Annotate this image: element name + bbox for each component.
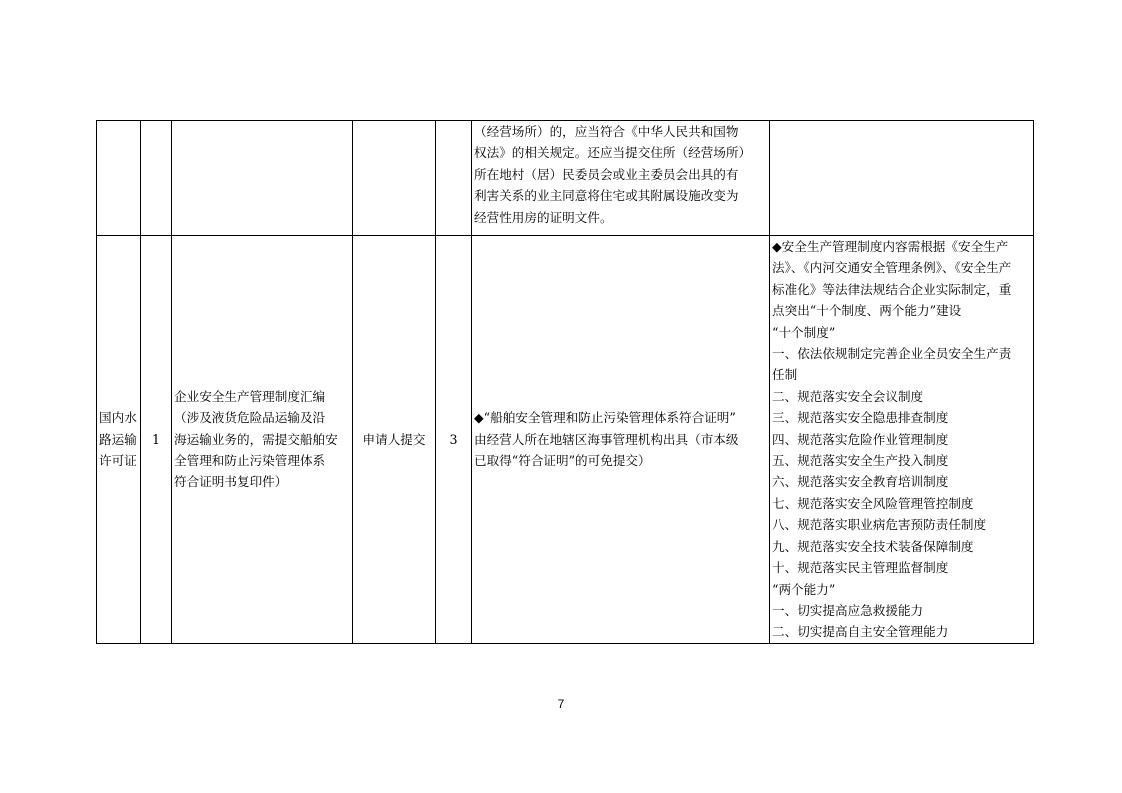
text-line: 由经营人所在地辖区海事管理机构出具（市本级 — [474, 431, 739, 447]
text-line: ◆“船舶安全管理和防止污染管理体系符合证明” — [474, 410, 736, 426]
text-line: 许可证 — [99, 453, 137, 469]
text-line: （经营场所）的，应当符合《中华人民共和国物 — [474, 124, 739, 139]
table-cell-item — [97, 236, 141, 644]
text-line: 国内水 — [99, 410, 137, 426]
table-cell-number: 1 — [141, 236, 172, 644]
document-table — [96, 120, 1034, 644]
table-cell-material — [172, 121, 353, 236]
text-line: 四、规范落实危险作业管理制度 — [772, 431, 949, 447]
table-cell-source: 申请人提交 — [353, 236, 436, 644]
text-line: 利害关系的业主同意将住宅或其附属设施改变为 — [474, 188, 739, 204]
text-line: （涉及液货危险品运输及沿 — [174, 410, 326, 426]
text-line: 权法》的相关规定。还应当提交住所（经营场所） — [474, 145, 752, 161]
text-line: 六、规范落实安全教育培训制度 — [772, 474, 949, 490]
text-line: 路运输 — [99, 431, 137, 447]
table-row — [97, 236, 1034, 644]
text-line: 标准化》等法律法规结合企业实际制定，重 — [772, 281, 1012, 297]
table-cell-item — [97, 121, 141, 236]
text-line: 已取得“符合证明”的可免提交） — [474, 453, 651, 469]
text-line: 符合证明书复印件） — [174, 474, 288, 490]
table-cell-copies — [436, 121, 472, 236]
text-line: 所在地村（居）民委员会或业主委员会出具的有 — [474, 166, 739, 182]
text-line: 一、依法依规制定完善企业全员安全生产责 — [772, 346, 1012, 362]
text-line: 九、规范落实安全技术装备保障制度 — [772, 538, 974, 554]
table-cell-notes — [770, 236, 1034, 644]
text-line: “两个能力” — [772, 581, 836, 597]
text-line: 五、规范落实安全生产投入制度 — [772, 453, 949, 469]
text-line: 二、规范落实安全会议制度 — [772, 388, 924, 404]
table-cell-source — [353, 121, 436, 236]
table-cell-material — [172, 236, 353, 644]
table-cell-notes — [770, 121, 1034, 236]
text-line: 任制 — [772, 367, 798, 383]
text-line: 海运输业务的，需提交船舶安 — [174, 431, 338, 447]
text-line: 三、规范落实安全隐患排查制度 — [772, 410, 949, 426]
text-line: 点突出“十个制度、两个能力”建设 — [772, 303, 962, 319]
table-cell-requirements — [472, 236, 770, 644]
text-line: “十个制度” — [772, 324, 836, 340]
table-cell-requirements — [472, 121, 770, 236]
text-line: 二、切实提高自主安全管理能力 — [772, 624, 949, 640]
text-line: 八、规范落实职业病危害预防责任制度 — [772, 517, 987, 533]
text-line: 一、切实提高应急救援能力 — [772, 602, 924, 618]
text-line: 法》、《内河交通安全管理条例》、《安全生产 — [772, 260, 1012, 276]
text-line: 经营性用房的证明文件。 — [474, 209, 613, 225]
text-line: 十、规范落实民主管理监督制度 — [772, 560, 949, 576]
table-cell-number — [141, 121, 172, 236]
text-line: ◆安全生产管理制度内容需根据《安全生产 — [772, 239, 1009, 254]
table-cell-copies: 3 — [436, 236, 472, 644]
text-line: 七、规范落实安全风险管理管控制度 — [772, 495, 974, 511]
page-number: 7 — [557, 697, 565, 711]
text-line: 企业安全生产管理制度汇编 — [174, 388, 326, 404]
table-row — [97, 121, 1034, 236]
text-line: 全管理和防止污染管理体系 — [174, 453, 326, 469]
